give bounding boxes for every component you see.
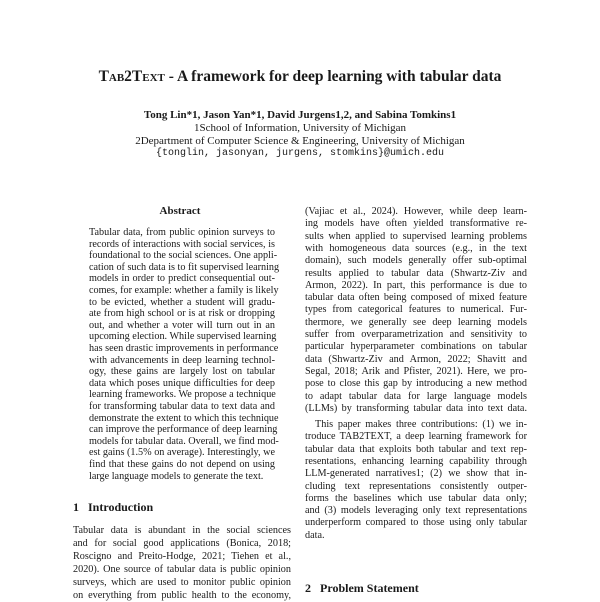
text-line: ate from high school or is at risk or dropping bbox=[89, 308, 275, 320]
text-line: comes, for example: whether a family is likely bbox=[89, 285, 279, 296]
title-name: Tab2Text bbox=[98, 68, 165, 85]
text-line: models in order to predict consequential out- bbox=[89, 273, 275, 285]
text-line: Segal, 2018; Arik and Pfister, 2021). Here, we pro- bbox=[305, 365, 527, 377]
text-line: data which poses unique difficulties for deep bbox=[89, 377, 275, 389]
text-line: particular hyperparameter combinations on tabular bbox=[305, 341, 527, 353]
text-line: has seen drastic improvements in performance bbox=[89, 343, 279, 354]
text-line: sults when applied to supervised learning problems bbox=[305, 230, 527, 242]
text-line: cation of such data is to fit supervised learning bbox=[89, 261, 280, 273]
text-line: to adapt tabular data for large language models bbox=[305, 390, 527, 402]
text-line: surveys, which are used to monitor public opinion bbox=[73, 577, 291, 588]
intro-heading: 1 Introduction bbox=[73, 500, 154, 514]
text-line: to be evicted, whether a student will gradu- bbox=[89, 296, 275, 308]
text-line: results applied to tabular data (Shwartz-Ziv and bbox=[305, 267, 527, 279]
text-line: (Vajiac et al., 2024). However, while deep learn- bbox=[305, 206, 527, 217]
text-line: demonstrate the extent to which this technique bbox=[89, 412, 279, 424]
text-line: forms the baselines which use tabular data only; bbox=[305, 492, 527, 504]
section-2-heading: 2 Problem Statement bbox=[305, 581, 419, 595]
text-line: suffer from overparametrization and sensitivity to bbox=[305, 329, 527, 340]
text-line: on everything from public health to the economy, bbox=[73, 590, 291, 601]
text-line: tabular data often being composed of mixed feature bbox=[305, 292, 527, 304]
text-line: pose to close this gap by introducing a new method bbox=[305, 378, 527, 390]
text-line: ing models have often yielded transformative re- bbox=[305, 218, 527, 230]
text-line: and (3) models leveraging only text representations bbox=[305, 505, 527, 517]
text-line: large language models to generate the text. bbox=[89, 470, 264, 482]
text-line: tabular data that exploits both tabular and text rep- bbox=[305, 443, 527, 455]
affiliation-2: 2Department of Computer Science & Engineering, University of Michigan bbox=[135, 135, 465, 147]
text-line: (LLMs) by transforming tabular data into text data. bbox=[305, 402, 527, 414]
text-line: cluding text representations consistently outper- bbox=[305, 480, 527, 492]
text-line: underperform compared to those using only tabular bbox=[305, 517, 527, 529]
abstract-heading: Abstract bbox=[159, 205, 201, 217]
affiliation-1: 1School of Information, University of Michigan bbox=[193, 122, 407, 134]
text-line: thermore, we generally see deep learning models bbox=[305, 316, 527, 328]
text-line: out, and whether a voter will turn out in an bbox=[89, 319, 275, 331]
text-line: troduce TAB2TEXT, a deep learning framework for bbox=[305, 431, 527, 443]
text-line: upcoming election. While supervised learning bbox=[89, 331, 277, 343]
text-line: foundational to the social sciences. One appli- bbox=[89, 250, 278, 262]
text-line: and for social good applications (Bonica, 2018; bbox=[73, 538, 291, 549]
text-line: data. bbox=[305, 529, 325, 541]
text-line: This paper makes three contributions: (1) we in- bbox=[315, 419, 527, 430]
text-line: resentations, enhancing learning capability through bbox=[305, 455, 527, 467]
text-line: 2020). One source of tabular data is public opinion bbox=[73, 564, 291, 575]
text-line: with advancements in deep learning technol- bbox=[89, 354, 275, 366]
title-rest: - A framework for deep learning with tabular data bbox=[164, 68, 502, 85]
text-line: find that these gains do not depend on using bbox=[89, 459, 275, 470]
text-line: Tabular data is abundant in the social sciences bbox=[73, 525, 291, 536]
paper-title bbox=[0, 68, 600, 86]
authors: Tong Lin*1, Jason Yan*1, David Jurgens1,2, and Sabina Tomkins1 bbox=[143, 109, 457, 121]
text-line: Tabular data, from public opinion surveys to bbox=[89, 227, 275, 238]
text-line: can improve the performance of deep learning bbox=[89, 424, 278, 436]
text-line: records of interactions with social services, is bbox=[89, 238, 275, 250]
text-line: LLM-generated narratives1; (2) we show that in- bbox=[305, 468, 527, 480]
text-line: est gains (1.5% on average). Interestingly, we bbox=[89, 447, 275, 459]
text-line: Roscigno and Preito-Hodge, 2021; Tiehen et al., bbox=[73, 551, 291, 562]
text-line: domain), such models generally offer sub-optimal bbox=[305, 255, 527, 267]
text-line: ogy, these gains are largely lost on tabular bbox=[89, 366, 275, 378]
text-line: data (Shwartz-Ziv and Armon, 2022; Shavitt and bbox=[305, 353, 527, 365]
text-line: Armon, 2022). In part, this performance is due to bbox=[305, 279, 527, 291]
author-emails: {tonglin, jasonyan, jurgens, stomkins}@umich.edu bbox=[155, 148, 445, 159]
text-line: models for tabular data. Overall, we find mod- bbox=[89, 435, 279, 447]
text-line: with homogeneous data sources (e.g., in the text bbox=[305, 242, 527, 254]
text-line: learning frameworks. We propose a technique bbox=[89, 389, 276, 401]
text-line: types from categorical features to numerical. Fur- bbox=[305, 304, 527, 316]
text-line: for transforming tabular data to text data and bbox=[89, 401, 275, 412]
